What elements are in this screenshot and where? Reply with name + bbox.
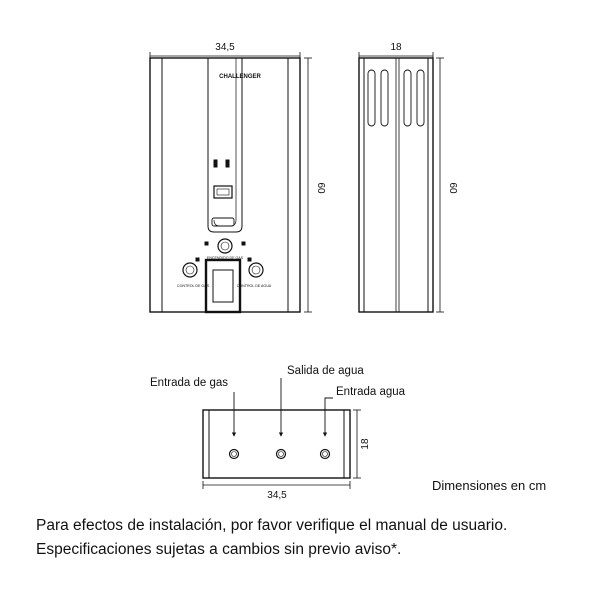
vent-slot — [404, 70, 411, 126]
bottom-width-label: 34,5 — [267, 490, 287, 501]
side-height-label: 60 — [447, 182, 458, 194]
display-window — [214, 186, 232, 198]
units-note: Dimensiones en cm — [432, 478, 547, 493]
center-panel — [208, 58, 242, 232]
side-depth-label: 18 — [390, 42, 402, 53]
footer-note-line1: Para efectos de instalación, por favor verifique el manual de usuario. — [36, 517, 508, 534]
lower-window-glass — [213, 270, 233, 302]
footer-note-line2: Especificaciones sujetas a cambios sin previo aviso*. — [36, 541, 402, 558]
water-inlet-arrow — [325, 398, 333, 436]
water-outlet-label: Salida de agua — [287, 365, 364, 377]
bottom-depth-label: 18 — [360, 438, 371, 450]
vent-slot — [417, 70, 424, 126]
water-control-knob — [249, 263, 263, 277]
front-view — [150, 52, 312, 312]
gas-control-knob — [183, 263, 197, 277]
brand-logo-text: CHALLENGER — [219, 74, 261, 80]
water-knob-label: CONTROL DE AGUA — [236, 284, 272, 288]
indicator-light-left — [214, 160, 217, 167]
ignition-knob — [218, 239, 232, 253]
lower-window-frame — [206, 260, 240, 312]
heater-body-outline — [150, 58, 300, 312]
front-width-label: 34,5 — [215, 42, 235, 53]
ignition-knob-label: ENCENDIDO DE GAS — [206, 256, 244, 260]
indicator-light-right — [226, 160, 229, 167]
water-inlet-label: Entrada agua — [336, 386, 406, 398]
gas-knob-label: CONTROL DE GAS — [176, 284, 210, 288]
front-height-label: 60 — [315, 182, 326, 194]
vent-slot — [368, 70, 375, 126]
vent-slot — [381, 70, 388, 126]
side-view — [359, 52, 444, 312]
bottom-body-outline — [203, 410, 350, 478]
gas-inlet-label: Entrada de gas — [150, 377, 229, 389]
gas-inlet-hole — [230, 450, 239, 459]
water-outlet-hole — [277, 450, 286, 459]
water-inlet-hole — [321, 450, 330, 459]
